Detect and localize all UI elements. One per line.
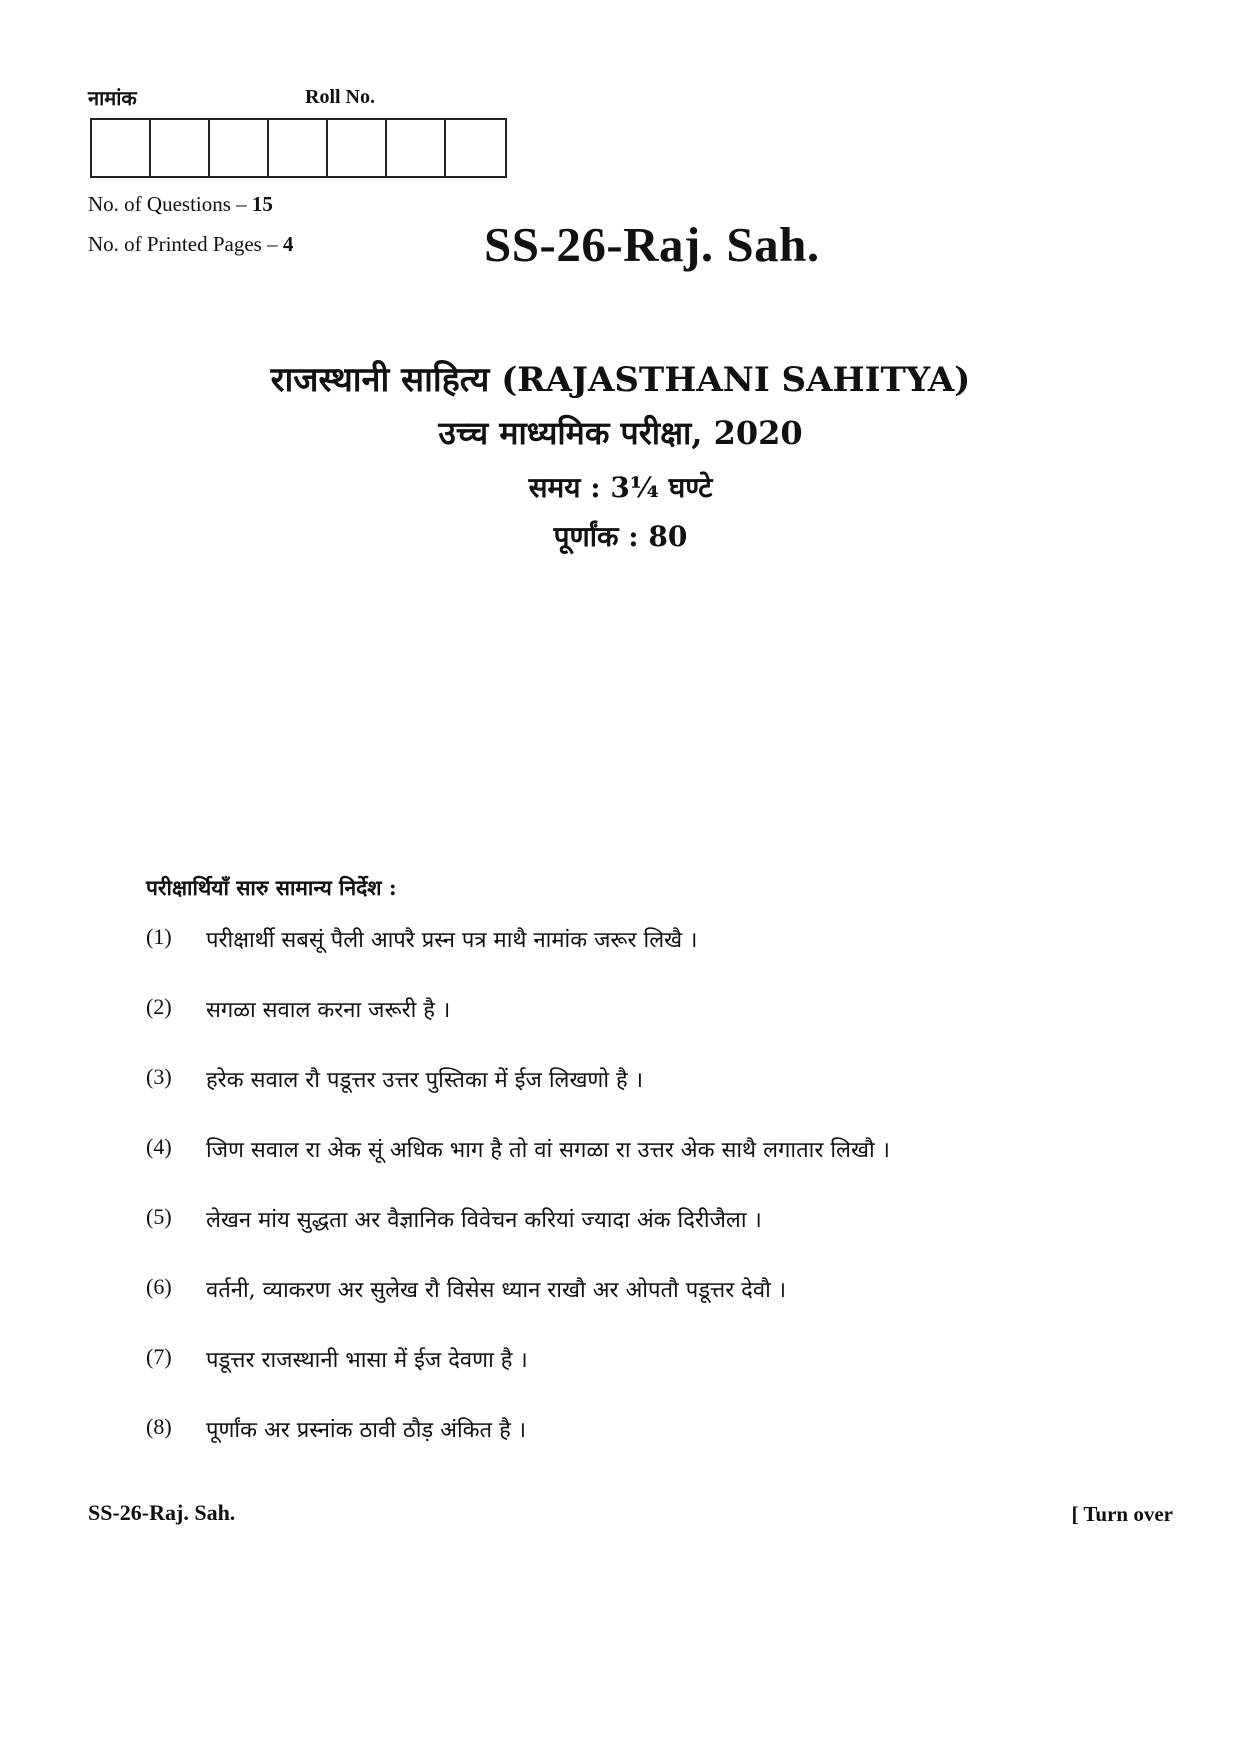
instruction-text: हरेक सवाल रौ पडूत्तर उत्तर पुस्तिका में ईज लिखणो है ।	[206, 1068, 644, 1093]
questions-count: No. of Questions – 15	[88, 192, 273, 216]
instruction-item	[146, 994, 890, 1064]
instruction-number: (5)	[146, 1204, 172, 1229]
turn-over-label: [ Turn over	[1071, 1502, 1173, 1526]
instruction-text: पूर्णांक अर प्रस्नांक ठावी ठौड़ अंकित है ।	[206, 1418, 527, 1443]
roll-number-box	[151, 120, 210, 176]
roll-number-box	[328, 120, 387, 176]
instructions-heading: परीक्षार्थियाँ सारु सामान्य निर्देश :	[146, 875, 397, 900]
instruction-number: (3)	[146, 1064, 172, 1089]
roll-number-box	[446, 120, 505, 176]
roll-number-box	[92, 120, 151, 176]
instruction-text: जिण सवाल रा अेक सूं अधिक भाग है तो वां सगळा रा उत्तर अेक साथै लगातार लिखौ ।	[206, 1138, 890, 1163]
instruction-text: सगळा सवाल करना जरूरी है ।	[206, 998, 451, 1023]
instruction-item	[146, 1274, 890, 1344]
instruction-text: परीक्षार्थी सबसूं पैली आपरै प्रस्न पत्र माथै नामांक जरूर लिखै ।	[206, 928, 698, 953]
instruction-item	[146, 1064, 890, 1134]
instruction-number: (4)	[146, 1134, 172, 1159]
instruction-number: (8)	[146, 1414, 172, 1439]
exam-title: उच्च माध्यमिक परीक्षा, 2020	[438, 414, 803, 452]
instruction-item	[146, 1344, 890, 1414]
instruction-number: (1)	[146, 924, 172, 949]
instruction-number: (6)	[146, 1274, 172, 1299]
roll-number-box	[210, 120, 269, 176]
total-marks: पूर्णांक : 80	[553, 520, 688, 553]
instruction-text: पडूत्तर राजस्थानी भासा में ईज देवणा है ।	[206, 1348, 528, 1373]
instruction-text: लेखन मांय सुद्धता अर वैज्ञानिक विवेचन करियां ज्यादा अंक दिरीजैला ।	[206, 1208, 762, 1233]
roll-number-boxes	[90, 118, 507, 178]
printed-pages-count: No. of Printed Pages – 4	[88, 232, 294, 256]
subject-title: राजस्थानी साहित्य (RAJASTHANI SAHITYA)	[270, 360, 971, 400]
instruction-item	[146, 1414, 890, 1484]
roll-number-box	[387, 120, 446, 176]
roll-number-box	[269, 120, 328, 176]
roll-label-hindi: नामांक	[88, 86, 137, 110]
instructions-list	[146, 924, 890, 1484]
instruction-number: (7)	[146, 1344, 172, 1369]
paper-code: SS-26-Raj. Sah.	[484, 217, 820, 272]
roll-label-english: Roll No.	[305, 86, 375, 108]
exam-time: समय : 3¼ घण्टे	[528, 471, 713, 504]
instruction-item	[146, 1204, 890, 1274]
instruction-number: (2)	[146, 994, 172, 1019]
instruction-text: वर्तनी, व्याकरण अर सुलेख रौ विसेस ध्यान राखौ अर ओपतौ पडूत्तर देवौ ।	[206, 1278, 787, 1303]
instruction-item	[146, 924, 890, 994]
instruction-item	[146, 1134, 890, 1204]
footer-paper-code: SS-26-Raj. Sah.	[88, 1500, 236, 1525]
